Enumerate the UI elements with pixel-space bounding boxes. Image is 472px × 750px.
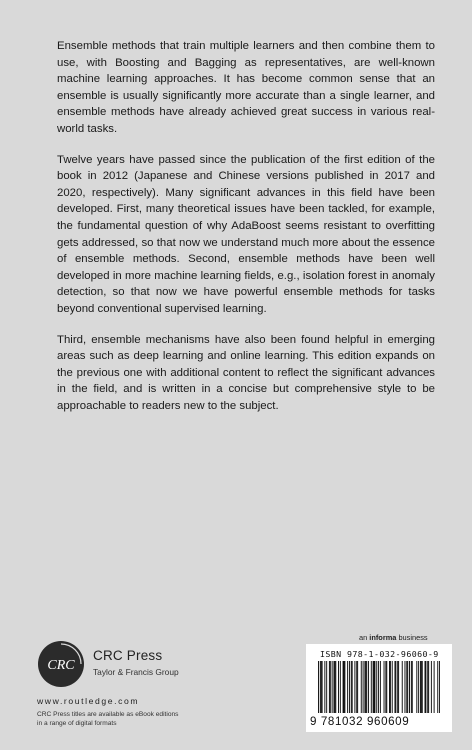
barcode-bar [335,661,336,713]
barcode-bar [437,661,438,713]
barcode-bar [357,661,358,713]
barcode-bar [394,661,395,713]
barcode-bar [434,661,435,713]
barcode-bar [368,661,369,713]
crc-press-logo-icon [37,640,85,688]
barcode-bar [363,661,364,713]
barcode-bar [340,661,341,713]
blurb-paragraph-3: Third, ensemble mechanisms have also been found helpful in emerging areas such as deep learning and online learning. This edition expands on the previous one with additional content to reflect the significant advances in the field, and is written in a concise but comprehensive style to be approachable to readers new to the subject. [57,333,435,412]
barcode-bar [324,661,325,713]
barcode-bar [420,661,421,713]
barcode-bar [389,661,390,713]
barcode-bar [418,661,419,713]
barcode-bar [378,661,379,713]
barcode-bars [318,661,440,713]
barcode-bar [409,661,410,713]
isbn-label: ISBN 978-1-032-96060-9 [320,649,439,659]
barcode-bar [334,661,335,713]
barcode-bar [320,661,321,713]
barcode-bar [422,661,423,713]
barcode-bar [421,661,422,713]
barcode-bar [343,661,344,713]
barcode-bar [411,661,412,713]
barcode-bar [439,661,440,713]
informa-brand: informa [369,633,397,642]
barcode-bar [344,661,345,713]
publisher-url: www.routledge.com [37,696,140,706]
barcode-bar [412,661,413,713]
barcode-bar [338,661,339,713]
barcode-bar [384,661,385,713]
barcode-bar [332,661,333,713]
publisher-block [37,640,237,740]
barcode-bar [376,661,377,713]
informa-business-line [359,633,428,642]
barcode-bar [322,661,323,713]
informa-suffix: business [396,633,428,642]
barcode-bar [406,661,407,713]
publisher-group: Taylor & Francis Group [93,667,179,677]
barcode-bar [343,661,344,713]
barcode-bar [386,661,387,713]
barcode-bar [366,661,367,713]
barcode-bar [428,661,429,713]
crc-logo-text: CRC [47,658,75,673]
barcode-bar [364,661,365,713]
barcode-bar [371,661,372,713]
blurb-paragraph-1: Ensemble methods that train multiple learners and then combine them to use, with Boosting and Bagging as representatives, are well-known machine learning approaches. It has become common sense that an ensemble is usually significantly more accurate than a single learner, and ensemble methods have already achieved great success in various real-world tasks. [57,40,435,135]
barcode-bar [390,661,391,713]
barcode-bar [365,661,366,713]
barcode-bar [380,661,381,713]
isbn-barcode [306,644,452,732]
barcode-bar [427,661,428,713]
barcode-bar [351,661,352,713]
barcode-bar [329,661,330,713]
barcode-bar [392,661,393,713]
barcode-bar [425,661,426,713]
barcode-bar [349,661,350,713]
barcode-bar [425,661,426,713]
ebook-note [37,710,237,728]
barcode-bar [404,661,405,713]
barcode-bar [354,661,355,713]
barcode-bar [330,661,331,713]
barcode-bar [326,661,327,713]
barcode-bar [318,661,319,713]
barcode-bar [352,661,353,713]
barcode-bar [385,661,386,713]
barcode-bar [333,661,334,713]
barcode-bar [374,661,375,713]
blurb-paragraph-2: Twelve years have passed since the publication of the first edition of the book in 2012 (Japanese and Chinese versions published in 2017 and 2020, respectively). Many significant advances in this field have been developed. First, many theoretical issues have been tackled, for example, the fundamental question of why AdaBoost seems resistant to overfitting gets addressed, so that now we understand much more about the essence of ensemble methods. Second, ensemble methods have been well developed in more machine learning fields, e.g., isolation forest in anomaly detection, so that now we have powerful ensemble methods for tasks beyond conventional supervised learning. [57,153,435,315]
barcode-bar [395,661,396,713]
ebook-note-line-2: in a range of digital formats [37,720,117,727]
barcode-bar [407,661,408,713]
barcode-bar [416,661,417,713]
barcode-bar [347,661,348,713]
back-cover-blurb [57,38,435,428]
barcode-bar [374,661,375,713]
barcode-bar [321,661,322,713]
barcode-bar [397,661,398,713]
publisher-name: CRC Press [93,648,163,663]
ebook-note-line-1: CRC Press titles are available as eBook editions [37,711,179,718]
barcode-digits: 9 781032 960609 [310,715,410,728]
barcode-bar [431,661,432,713]
barcode-bar [398,661,399,713]
informa-prefix: an [359,633,370,642]
barcode-bar [402,661,403,713]
barcode-bar [356,661,357,713]
barcode-bar [361,661,362,713]
barcode-bar [373,661,374,713]
